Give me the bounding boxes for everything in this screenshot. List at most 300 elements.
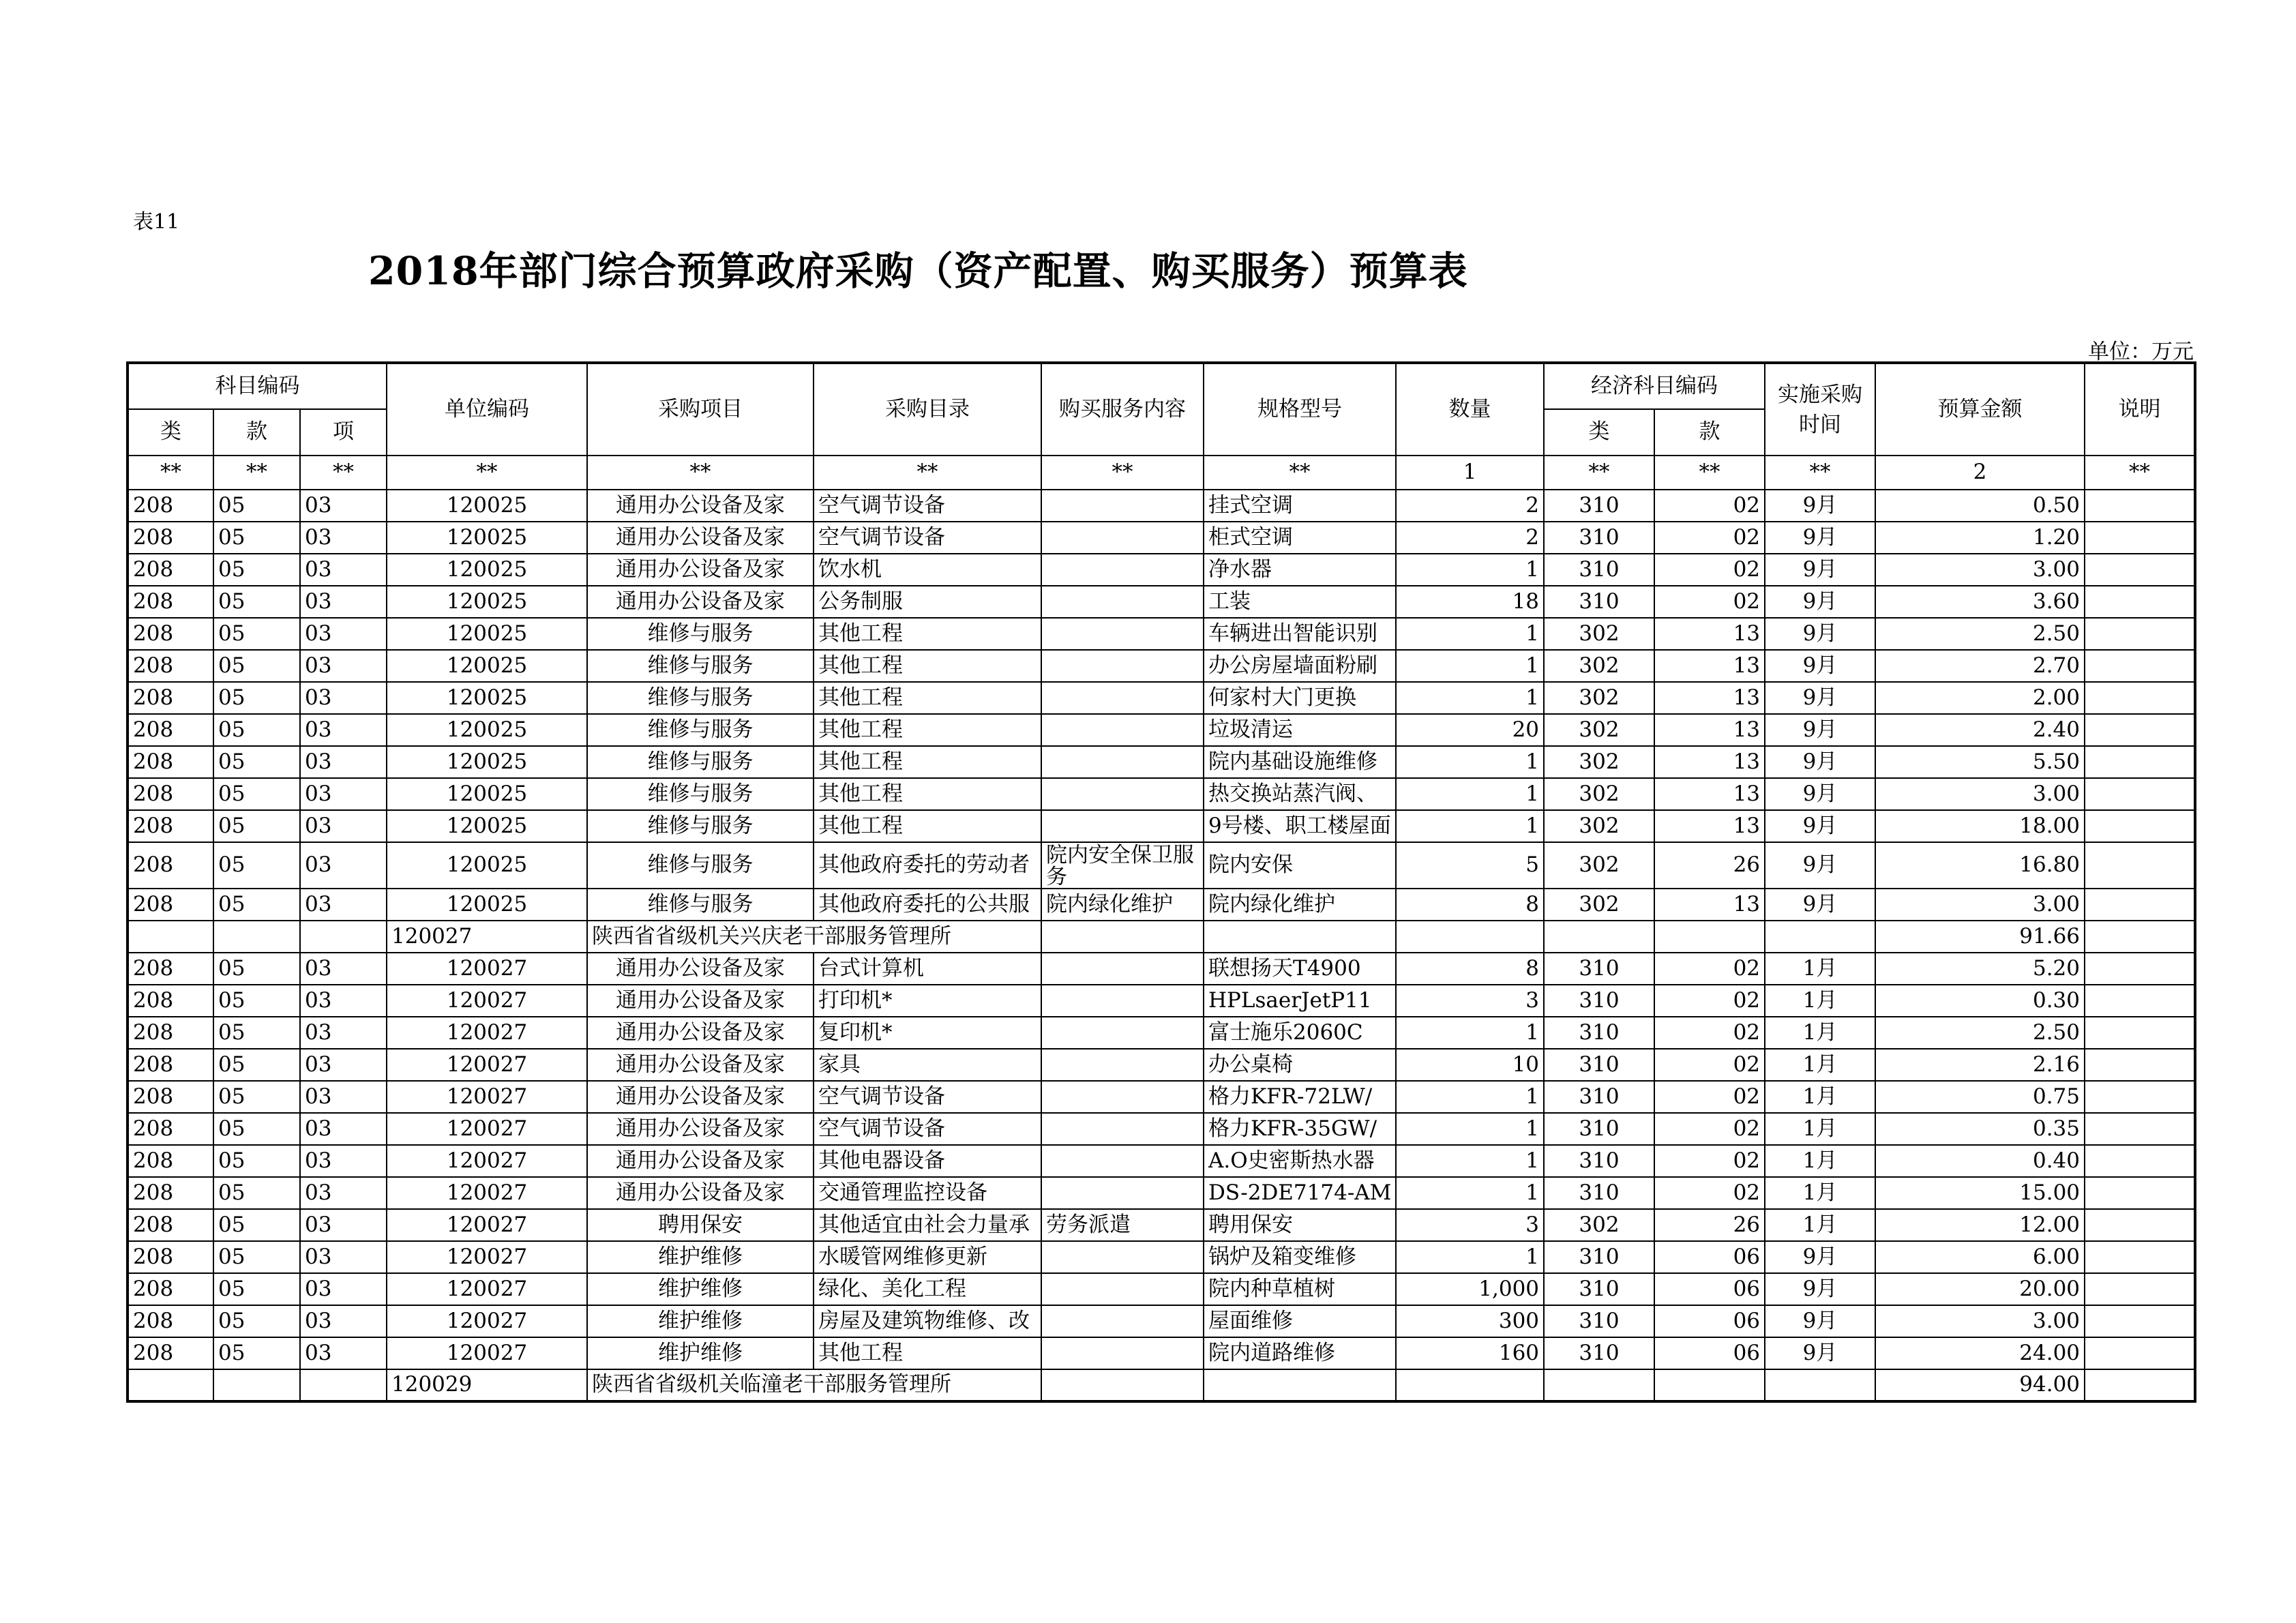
spec-cell: 聘用保安 xyxy=(1204,1209,1396,1241)
econ-kuan-cell: 06 xyxy=(1654,1305,1765,1337)
amount-cell: 0.35 xyxy=(1875,1113,2085,1145)
item-cell: 通用办公设备及家 xyxy=(587,522,814,554)
item-cell: 维修与服务 xyxy=(587,714,814,746)
service-cell xyxy=(1041,778,1204,810)
unit-code-cell: 120025 xyxy=(387,554,587,586)
empty-cell xyxy=(1396,921,1544,953)
catalog-cell: 交通管理监控设备 xyxy=(814,1177,1041,1209)
unit-code-cell: 120025 xyxy=(387,810,587,842)
note-cell xyxy=(2085,1305,2195,1337)
item-cell: 维修与服务 xyxy=(587,810,814,842)
unit-code-cell: 120025 xyxy=(387,618,587,650)
qty-cell: 1,000 xyxy=(1396,1273,1544,1305)
service-cell xyxy=(1041,714,1204,746)
index-cell: ** xyxy=(587,456,814,490)
empty-cell xyxy=(1654,921,1765,953)
table-row xyxy=(128,1209,2195,1241)
note-cell xyxy=(2085,889,2195,921)
unit-code-cell: 120025 xyxy=(387,586,587,618)
econ-kuan-cell: 26 xyxy=(1654,842,1765,889)
time-cell: 1月 xyxy=(1765,1177,1875,1209)
qty-cell: 10 xyxy=(1396,1049,1544,1081)
amount-cell: 3.00 xyxy=(1875,1305,2085,1337)
qty-cell: 1 xyxy=(1396,650,1544,682)
kuan-cell: 05 xyxy=(213,1145,300,1177)
econ-lei-cell: 302 xyxy=(1544,1209,1654,1241)
lei-cell: 208 xyxy=(128,810,213,842)
note-cell xyxy=(2085,842,2195,889)
xiang-cell: 03 xyxy=(300,1177,387,1209)
spec-cell: 何家村大门更换 xyxy=(1204,682,1396,714)
item-cell: 通用办公设备及家 xyxy=(587,953,814,985)
catalog-cell: 空气调节设备 xyxy=(814,490,1041,522)
time-cell: 1月 xyxy=(1765,985,1875,1017)
catalog-cell: 其他政府委托的劳动者 xyxy=(814,842,1041,889)
catalog-cell: 饮水机 xyxy=(814,554,1041,586)
lei-cell: 208 xyxy=(128,842,213,889)
kuan-cell: 05 xyxy=(213,490,300,522)
amount-cell: 6.00 xyxy=(1875,1241,2085,1273)
econ-kuan-cell: 13 xyxy=(1654,714,1765,746)
service-cell xyxy=(1041,682,1204,714)
header-item: 采购项目 xyxy=(587,363,814,456)
unit-code-cell: 120027 xyxy=(387,1273,587,1305)
table-row xyxy=(128,682,2195,714)
amount-cell: 3.00 xyxy=(1875,778,2085,810)
amount-cell: 24.00 xyxy=(1875,1337,2085,1369)
econ-lei-cell: 302 xyxy=(1544,714,1654,746)
index-cell: ** xyxy=(213,456,300,490)
econ-lei-cell: 302 xyxy=(1544,746,1654,778)
amount-cell: 2.70 xyxy=(1875,650,2085,682)
econ-kuan-cell: 02 xyxy=(1654,1049,1765,1081)
index-cell: ** xyxy=(1765,456,1875,490)
empty-cell xyxy=(300,1369,387,1401)
amount-cell: 0.50 xyxy=(1875,490,2085,522)
time-cell: 1月 xyxy=(1765,953,1875,985)
lei-cell: 208 xyxy=(128,1113,213,1145)
table-row xyxy=(128,586,2195,618)
econ-lei-cell: 302 xyxy=(1544,810,1654,842)
lei-cell: 208 xyxy=(128,1049,213,1081)
qty-cell: 1 xyxy=(1396,1017,1544,1049)
catalog-cell: 其他政府委托的公共服 xyxy=(814,889,1041,921)
qty-cell: 1 xyxy=(1396,1081,1544,1113)
qty-cell: 1 xyxy=(1396,810,1544,842)
lei-cell: 208 xyxy=(128,618,213,650)
xiang-cell: 03 xyxy=(300,842,387,889)
kuan-cell: 05 xyxy=(213,682,300,714)
time-cell: 9月 xyxy=(1765,889,1875,921)
kuan-cell: 05 xyxy=(213,554,300,586)
econ-kuan-cell: 06 xyxy=(1654,1241,1765,1273)
catalog-cell: 绿化、美化工程 xyxy=(814,1273,1041,1305)
header-econ-kuan: 款 xyxy=(1654,409,1765,456)
econ-lei-cell: 302 xyxy=(1544,889,1654,921)
service-cell xyxy=(1041,1145,1204,1177)
amount-cell: 20.00 xyxy=(1875,1273,2085,1305)
amount-cell: 3.00 xyxy=(1875,889,2085,921)
lei-cell: 208 xyxy=(128,1177,213,1209)
amount-cell: 18.00 xyxy=(1875,810,2085,842)
index-cell: ** xyxy=(814,456,1041,490)
unit-code-cell: 120027 xyxy=(387,1305,587,1337)
time-cell: 9月 xyxy=(1765,522,1875,554)
note-cell xyxy=(2085,1337,2195,1369)
econ-kuan-cell: 13 xyxy=(1654,618,1765,650)
catalog-cell: 复印机* xyxy=(814,1017,1041,1049)
econ-kuan-cell: 13 xyxy=(1654,810,1765,842)
unit-code-cell: 120027 xyxy=(387,1049,587,1081)
econ-kuan-cell: 13 xyxy=(1654,778,1765,810)
time-cell: 9月 xyxy=(1765,1337,1875,1369)
service-cell: 院内安全保卫服务 xyxy=(1041,842,1204,889)
spec-cell: 院内基础设施维修 xyxy=(1204,746,1396,778)
qty-cell: 1 xyxy=(1396,746,1544,778)
time-cell: 9月 xyxy=(1765,618,1875,650)
econ-lei-cell: 310 xyxy=(1544,586,1654,618)
note-cell xyxy=(2085,778,2195,810)
lei-cell: 208 xyxy=(128,1273,213,1305)
lei-cell: 208 xyxy=(128,985,213,1017)
econ-lei-cell: 310 xyxy=(1544,522,1654,554)
table-row xyxy=(128,985,2195,1017)
econ-lei-cell: 310 xyxy=(1544,490,1654,522)
kuan-cell: 05 xyxy=(213,650,300,682)
xiang-cell: 03 xyxy=(300,586,387,618)
kuan-cell: 05 xyxy=(213,1337,300,1369)
econ-kuan-cell: 06 xyxy=(1654,1273,1765,1305)
amount-cell: 0.30 xyxy=(1875,985,2085,1017)
qty-cell: 2 xyxy=(1396,522,1544,554)
header-spec: 规格型号 xyxy=(1204,363,1396,456)
catalog-cell: 其他工程 xyxy=(814,618,1041,650)
time-cell: 1月 xyxy=(1765,1017,1875,1049)
table-row xyxy=(128,746,2195,778)
econ-kuan-cell: 02 xyxy=(1654,554,1765,586)
econ-kuan-cell: 02 xyxy=(1654,1177,1765,1209)
kuan-cell: 05 xyxy=(213,1273,300,1305)
econ-kuan-cell: 02 xyxy=(1654,490,1765,522)
unit-label: 单位：万元 xyxy=(2088,340,2194,364)
service-cell: 劳务派遣 xyxy=(1041,1209,1204,1241)
service-cell xyxy=(1041,1337,1204,1369)
kuan-cell: 05 xyxy=(213,1081,300,1113)
item-cell: 通用办公设备及家 xyxy=(587,1017,814,1049)
service-cell xyxy=(1041,953,1204,985)
xiang-cell: 03 xyxy=(300,522,387,554)
note-cell xyxy=(2085,1273,2195,1305)
unit-code-cell: 120025 xyxy=(387,650,587,682)
unit-code-cell: 120027 xyxy=(387,1081,587,1113)
item-cell: 聘用保安 xyxy=(587,1209,814,1241)
index-cell: ** xyxy=(387,456,587,490)
amount-cell: 2.00 xyxy=(1875,682,2085,714)
time-cell: 1月 xyxy=(1765,1081,1875,1113)
econ-kuan-cell: 02 xyxy=(1654,1017,1765,1049)
econ-kuan-cell: 02 xyxy=(1654,522,1765,554)
time-cell: 9月 xyxy=(1765,1241,1875,1273)
kuan-cell: 05 xyxy=(213,586,300,618)
index-cell: ** xyxy=(1041,456,1204,490)
catalog-cell: 其他工程 xyxy=(814,778,1041,810)
spec-cell: 挂式空调 xyxy=(1204,490,1396,522)
qty-cell: 300 xyxy=(1396,1305,1544,1337)
catalog-cell: 其他适宜由社会力量承 xyxy=(814,1209,1041,1241)
qty-cell: 8 xyxy=(1396,889,1544,921)
catalog-cell: 其他工程 xyxy=(814,810,1041,842)
amount-cell: 1.20 xyxy=(1875,522,2085,554)
table-row xyxy=(128,1337,2195,1369)
header-unit-code: 单位编码 xyxy=(387,363,587,456)
qty-cell: 1 xyxy=(1396,1177,1544,1209)
econ-kuan-cell: 02 xyxy=(1654,1081,1765,1113)
xiang-cell: 03 xyxy=(300,682,387,714)
amount-cell: 2.50 xyxy=(1875,618,2085,650)
item-cell: 维修与服务 xyxy=(587,618,814,650)
xiang-cell: 03 xyxy=(300,1113,387,1145)
table-row xyxy=(128,1145,2195,1177)
note-cell xyxy=(2085,1113,2195,1145)
index-cell: ** xyxy=(2085,456,2195,490)
unit-code-cell: 120027 xyxy=(387,953,587,985)
empty-cell xyxy=(1544,1369,1654,1401)
item-cell: 通用办公设备及家 xyxy=(587,1049,814,1081)
note-cell xyxy=(2085,953,2195,985)
page-title: 2018年部门综合预算政府采购（资产配置、购买服务）预算表 xyxy=(368,248,1468,294)
spec-cell: 垃圾清运 xyxy=(1204,714,1396,746)
lei-cell: 208 xyxy=(128,650,213,682)
qty-cell: 20 xyxy=(1396,714,1544,746)
xiang-cell: 03 xyxy=(300,650,387,682)
subtotal-row xyxy=(128,921,2195,953)
kuan-cell: 05 xyxy=(213,1305,300,1337)
unit-code-cell: 120027 xyxy=(387,1177,587,1209)
amount-cell: 2.40 xyxy=(1875,714,2085,746)
item-cell: 通用办公设备及家 xyxy=(587,1145,814,1177)
lei-cell: 208 xyxy=(128,1241,213,1273)
table-row xyxy=(128,1305,2195,1337)
unit-code-cell: 120029 xyxy=(387,1369,587,1401)
note-cell xyxy=(2085,618,2195,650)
econ-kuan-cell: 13 xyxy=(1654,746,1765,778)
item-cell: 维修与服务 xyxy=(587,889,814,921)
service-cell xyxy=(1041,1049,1204,1081)
empty-cell xyxy=(1654,1369,1765,1401)
econ-lei-cell: 310 xyxy=(1544,1113,1654,1145)
econ-kuan-cell: 02 xyxy=(1654,985,1765,1017)
empty-cell xyxy=(213,1369,300,1401)
service-cell xyxy=(1041,1273,1204,1305)
item-cell: 维护维修 xyxy=(587,1305,814,1337)
table-row xyxy=(128,554,2195,586)
xiang-cell: 03 xyxy=(300,1337,387,1369)
xiang-cell: 03 xyxy=(300,1209,387,1241)
header-econ-code: 经济科目编码 xyxy=(1544,363,1765,409)
econ-kuan-cell: 13 xyxy=(1654,682,1765,714)
item-cell: 维护维修 xyxy=(587,1241,814,1273)
unit-code-cell: 120027 xyxy=(387,1337,587,1369)
spec-cell: A.O史密斯热水器 xyxy=(1204,1145,1396,1177)
service-cell: 院内绿化维护 xyxy=(1041,889,1204,921)
subtotal-row xyxy=(128,1369,2195,1401)
table-row xyxy=(128,1241,2195,1273)
service-cell xyxy=(1041,1113,1204,1145)
catalog-cell: 其他工程 xyxy=(814,650,1041,682)
lei-cell: 208 xyxy=(128,953,213,985)
econ-lei-cell: 302 xyxy=(1544,778,1654,810)
header-kuan: 款 xyxy=(213,409,300,456)
qty-cell: 8 xyxy=(1396,953,1544,985)
header-qty: 数量 xyxy=(1396,363,1544,456)
empty-cell xyxy=(128,1369,213,1401)
unit-code-cell: 120025 xyxy=(387,490,587,522)
amount-cell: 12.00 xyxy=(1875,1209,2085,1241)
time-cell: 9月 xyxy=(1765,490,1875,522)
spec-cell: DS-2DE7174-AM xyxy=(1204,1177,1396,1209)
index-cell: 1 xyxy=(1396,456,1544,490)
amount-cell: 0.75 xyxy=(1875,1081,2085,1113)
xiang-cell: 03 xyxy=(300,746,387,778)
qty-cell: 2 xyxy=(1396,490,1544,522)
service-cell xyxy=(1041,522,1204,554)
empty-cell xyxy=(1396,1369,1544,1401)
service-cell xyxy=(1041,490,1204,522)
time-cell: 9月 xyxy=(1765,746,1875,778)
kuan-cell: 05 xyxy=(213,714,300,746)
lei-cell: 208 xyxy=(128,682,213,714)
empty-cell xyxy=(128,921,213,953)
spec-cell: 车辆进出智能识别 xyxy=(1204,618,1396,650)
table-row xyxy=(128,1273,2195,1305)
time-cell: 1月 xyxy=(1765,1209,1875,1241)
time-cell: 9月 xyxy=(1765,1305,1875,1337)
service-cell xyxy=(1041,586,1204,618)
kuan-cell: 05 xyxy=(213,1049,300,1081)
econ-lei-cell: 310 xyxy=(1544,1177,1654,1209)
xiang-cell: 03 xyxy=(300,490,387,522)
amount-cell: 91.66 xyxy=(1875,921,2085,953)
spec-cell: 院内绿化维护 xyxy=(1204,889,1396,921)
spec-cell: 联想扬天T4900 xyxy=(1204,953,1396,985)
xiang-cell: 03 xyxy=(300,1273,387,1305)
note-cell xyxy=(2085,554,2195,586)
empty-cell xyxy=(1041,1369,1204,1401)
spec-cell: 热交换站蒸汽阀、 xyxy=(1204,778,1396,810)
service-cell xyxy=(1041,746,1204,778)
item-cell: 通用办公设备及家 xyxy=(587,1177,814,1209)
kuan-cell: 05 xyxy=(213,1177,300,1209)
catalog-cell: 空气调节设备 xyxy=(814,522,1041,554)
kuan-cell: 05 xyxy=(213,1017,300,1049)
xiang-cell: 03 xyxy=(300,1081,387,1113)
catalog-cell: 其他工程 xyxy=(814,746,1041,778)
econ-lei-cell: 310 xyxy=(1544,1273,1654,1305)
service-cell xyxy=(1041,1305,1204,1337)
header-subject-code: 科目编码 xyxy=(128,363,387,409)
unit-name-cell: 陕西省省级机关兴庆老干部服务管理所 xyxy=(587,921,1041,953)
note-cell xyxy=(2085,1017,2195,1049)
catalog-cell: 家具 xyxy=(814,1049,1041,1081)
amount-cell: 3.60 xyxy=(1875,586,2085,618)
empty-cell xyxy=(300,921,387,953)
empty-cell xyxy=(2085,921,2195,953)
econ-kuan-cell: 02 xyxy=(1654,1113,1765,1145)
time-cell: 1月 xyxy=(1765,1049,1875,1081)
spec-cell: 院内道路维修 xyxy=(1204,1337,1396,1369)
kuan-cell: 05 xyxy=(213,778,300,810)
econ-lei-cell: 310 xyxy=(1544,953,1654,985)
unit-name-cell: 陕西省省级机关临潼老干部服务管理所 xyxy=(587,1369,1041,1401)
index-cell: ** xyxy=(300,456,387,490)
unit-code-cell: 120025 xyxy=(387,778,587,810)
time-cell: 1月 xyxy=(1765,1145,1875,1177)
xiang-cell: 03 xyxy=(300,985,387,1017)
note-cell xyxy=(2085,1145,2195,1177)
spec-cell: 屋面维修 xyxy=(1204,1305,1396,1337)
item-cell: 维护维修 xyxy=(587,1337,814,1369)
table-row xyxy=(128,1177,2195,1209)
econ-kuan-cell: 02 xyxy=(1654,586,1765,618)
xiang-cell: 03 xyxy=(300,1305,387,1337)
header-service: 购买服务内容 xyxy=(1041,363,1204,456)
amount-cell: 16.80 xyxy=(1875,842,2085,889)
kuan-cell: 05 xyxy=(213,746,300,778)
index-row xyxy=(128,456,2195,490)
amount-cell: 2.50 xyxy=(1875,1017,2085,1049)
unit-code-cell: 120027 xyxy=(387,985,587,1017)
econ-lei-cell: 302 xyxy=(1544,618,1654,650)
lei-cell: 208 xyxy=(128,1017,213,1049)
header-amount: 预算金额 xyxy=(1875,363,2085,456)
item-cell: 通用办公设备及家 xyxy=(587,1081,814,1113)
catalog-cell: 打印机* xyxy=(814,985,1041,1017)
xiang-cell: 03 xyxy=(300,1049,387,1081)
header-time: 实施采购时间 xyxy=(1765,363,1875,456)
table-row xyxy=(128,522,2195,554)
item-cell: 通用办公设备及家 xyxy=(587,586,814,618)
time-cell: 9月 xyxy=(1765,586,1875,618)
time-cell: 9月 xyxy=(1765,714,1875,746)
spec-cell: 工装 xyxy=(1204,586,1396,618)
table-row xyxy=(128,650,2195,682)
time-cell: 9月 xyxy=(1765,778,1875,810)
time-cell: 9月 xyxy=(1765,842,1875,889)
econ-lei-cell: 310 xyxy=(1544,1145,1654,1177)
xiang-cell: 03 xyxy=(300,554,387,586)
unit-code-cell: 120027 xyxy=(387,1241,587,1273)
service-cell xyxy=(1041,1017,1204,1049)
empty-cell xyxy=(2085,1369,2195,1401)
qty-cell: 1 xyxy=(1396,682,1544,714)
lei-cell: 208 xyxy=(128,1081,213,1113)
header-row-1 xyxy=(128,363,2195,409)
empty-cell xyxy=(213,921,300,953)
lei-cell: 208 xyxy=(128,586,213,618)
service-cell xyxy=(1041,618,1204,650)
lei-cell: 208 xyxy=(128,746,213,778)
econ-kuan-cell: 13 xyxy=(1654,889,1765,921)
table-row xyxy=(128,889,2195,921)
service-cell xyxy=(1041,650,1204,682)
index-cell: ** xyxy=(1654,456,1765,490)
xiang-cell: 03 xyxy=(300,1017,387,1049)
econ-lei-cell: 310 xyxy=(1544,1017,1654,1049)
econ-kuan-cell: 13 xyxy=(1654,650,1765,682)
unit-code-cell: 120027 xyxy=(387,921,587,953)
catalog-cell: 空气调节设备 xyxy=(814,1081,1041,1113)
note-cell xyxy=(2085,746,2195,778)
